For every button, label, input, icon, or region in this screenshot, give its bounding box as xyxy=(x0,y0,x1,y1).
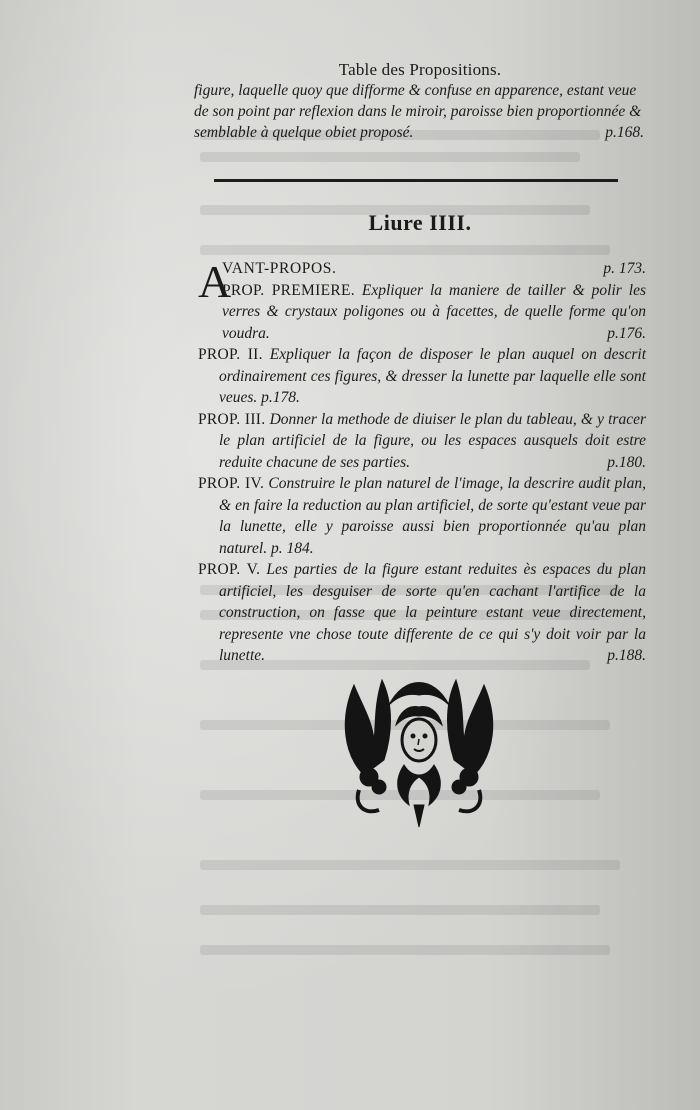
proposition-page: p.176. xyxy=(607,324,646,342)
book-title: Liure IIII. xyxy=(368,210,472,235)
proposition-page: p.180. xyxy=(607,453,646,471)
proposition-label: PROP. II. xyxy=(198,346,263,363)
proposition-list xyxy=(198,258,646,667)
continued-entry-page: p.168. xyxy=(605,124,644,141)
proposition-label: PROP. III. xyxy=(198,410,266,428)
drop-cap-initial: A xyxy=(198,256,232,307)
proposition-text: Les parties de la figure estant reduites ès espaces du plan artificiel, les desguiser de sorte qu'en cachant l'artifice de la construction, on fasse que la peinture estant veue directement, represente vne chose toute differente de ce qui s'y doit voir par la lunette. xyxy=(219,561,647,664)
proposition-page: p. 184. xyxy=(270,539,314,557)
proposition-entry-1 xyxy=(198,280,646,345)
continued-entry xyxy=(194,80,644,143)
proposition-entry-3 xyxy=(198,409,646,474)
proposition-text: Construire le plan naturel de l'image, la descrire audit plan, & en faire la reduction au plan artificiel, de sorte qu'estant veue par la lunette, elle y paroisse aussi bien proportionnée qu'au plan naturel. xyxy=(219,475,646,557)
avant-propos-label: VANT-PROPOS. xyxy=(222,260,337,277)
proposition-text: Donner la methode de diuiser le plan du tableau, & y tracer le plan artificiel de la figure, ou les espaces ausquels doit estre reduite chacune de ses parties. xyxy=(219,410,646,471)
proposition-label: PROP. PREMIERE. xyxy=(222,281,355,299)
avant-propos-page: p. 173. xyxy=(603,260,646,277)
proposition-entry-5 xyxy=(198,559,646,667)
proposition-page: p.188. xyxy=(607,647,646,664)
proposition-label: PROP. IV. xyxy=(198,475,265,492)
running-head: Table des Propositions. xyxy=(338,60,502,79)
proposition-label: PROP. V. xyxy=(198,561,261,578)
proposition-entry-4 xyxy=(198,473,646,559)
proposition-text: Expliquer la maniere de tailler & polir les verres & crystaux poligones ou à facettes, de quelle forme qu'on voudra. xyxy=(222,281,646,342)
section-rule xyxy=(214,179,618,182)
continued-entry-text: figure, laquelle quoy que difforme & confuse en apparence, estant veue de son point par reflexion dans le miroir, paroisse bien proportionnée & semblable à quelque obiet proposé. xyxy=(194,82,642,141)
cul-de-lampe-ornament xyxy=(334,665,504,828)
proposition-entry-2 xyxy=(198,344,646,409)
proposition-text: Expliquer la façon de disposer le plan auquel on descrit ordinairement ces figures, & dresser la lunette par laquelle elle sont veues. xyxy=(219,346,647,406)
proposition-page: p.178. xyxy=(261,389,300,406)
